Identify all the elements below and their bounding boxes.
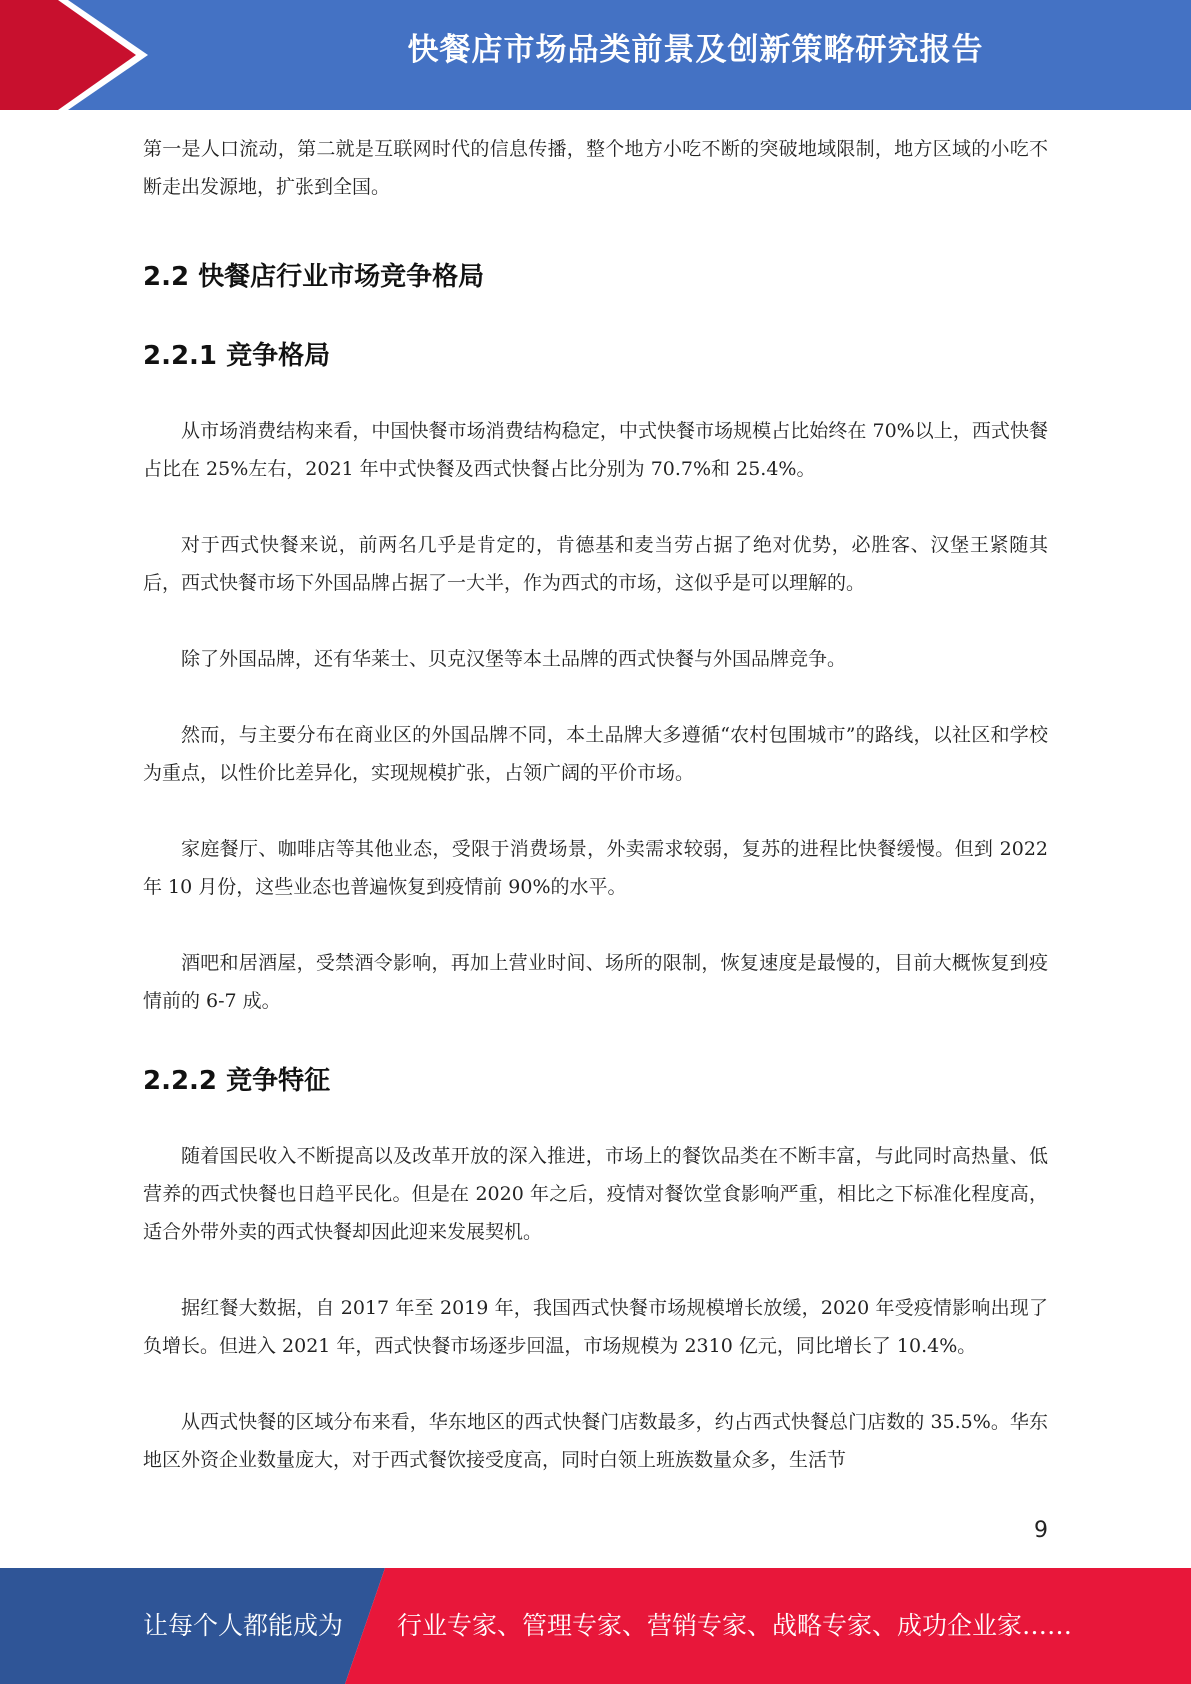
- section-heading-2-2: 2.2 快餐店行业市场竞争格局: [143, 262, 485, 292]
- main-content: [143, 130, 1048, 1479]
- page-header: [0, 0, 1191, 110]
- footer-slogan-right: 行业专家、管理专家、营销专家、战略专家、成功企业家……: [397, 1611, 1073, 1640]
- paragraph-2: 对于西式快餐来说，前两名几乎是肯定的，肯德基和麦当劳占据了绝对优势，必胜客、汉堡王紧随其后，西式快餐市场下外国品牌占据了一大半，作为西式的市场，这似乎是可以理解的。: [143, 534, 1048, 594]
- paragraph-8: 据红餐大数据，自 2017 年至 2019 年，我国西式快餐市场规模增长放缓，2020 年受疫情影响出现了负增长。但进入 2021 年，西式快餐市场逐步回温，市场规模为 2310 亿元，同比增长了 10.4%。: [143, 1297, 1048, 1357]
- paragraph-5: 家庭餐厅、咖啡店等其他业态，受限于消费场景，外卖需求较弱，复苏的进程比快餐缓慢。但到 2022 年 10 月份，这些业态也普遍恢复到疫情前 90%的水平。: [143, 838, 1048, 898]
- paragraph-1: 从市场消费结构来看，中国快餐市场消费结构稳定，中式快餐市场规模占比始终在 70%以上，西式快餐占比在 25%左右，2021 年中式快餐及西式快餐占比分别为 70.7%和 25.4%。: [143, 420, 1048, 480]
- footer-slogan-left: 让每个人都能成为: [143, 1611, 344, 1640]
- header-chevron-decoration: [0, 0, 160, 110]
- section-heading-2-2-2: 2.2.2 竞争特征: [143, 1066, 331, 1096]
- paragraph-7: 随着国民收入不断提高以及改革开放的深入推进，市场上的餐饮品类在不断丰富，与此同时高热量、低营养的西式快餐也日趋平民化。但是在 2020 年之后，疫情对餐饮堂食影响严重，相比之下标准化程度高，适合外带外卖的西式快餐却因此迎来发展契机。: [143, 1145, 1048, 1243]
- page-number: 9: [1034, 1518, 1048, 1543]
- paragraph-3: 除了外国品牌，还有华莱士、贝克汉堡等本土品牌的西式快餐与外国品牌竞争。: [181, 648, 847, 670]
- paragraph-0: 第一是人口流动，第二就是互联网时代的信息传播，整个地方小吃不断的突破地域限制，地方区域的小吃不断走出发源地，扩张到全国。: [143, 138, 1048, 198]
- page-footer: [0, 1568, 1191, 1684]
- paragraph-4: 然而，与主要分布在商业区的外国品牌不同，本土品牌大多遵循“农村包围城市”的路线，以社区和学校为重点，以性价比差异化，实现规模扩张，占领广阔的平价市场。: [143, 724, 1048, 784]
- paragraph-9: 从西式快餐的区域分布来看，华东地区的西式快餐门店数最多，约占西式快餐总门店数的 35.5%。华东地区外资企业数量庞大，对于西式餐饮接受度高，同时白领上班族数量众多，生活节: [143, 1411, 1048, 1471]
- paragraph-6: 酒吧和居酒屋，受禁酒令影响，再加上营业时间、场所的限制，恢复速度是最慢的，目前大概恢复到疫情前的 6-7 成。: [143, 952, 1048, 1012]
- header-title: 快餐店市场品类前景及创新策略研究报告: [407, 32, 984, 68]
- section-heading-2-2-1: 2.2.1 竞争格局: [143, 341, 331, 371]
